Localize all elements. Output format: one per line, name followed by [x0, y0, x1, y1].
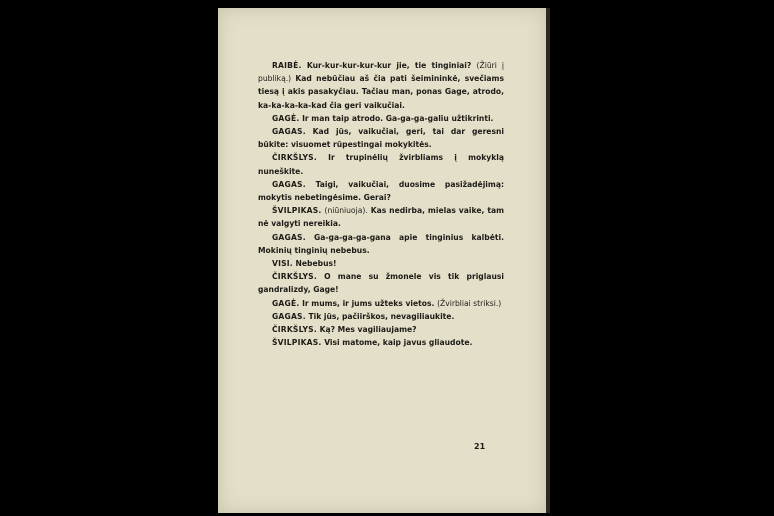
dialogue-paragraph: [258, 270, 504, 296]
speaker-name: GAGĖ.: [272, 298, 300, 308]
speaker-name: GAGAS.: [272, 127, 306, 137]
speaker-name: ČIRKŠLYS.: [272, 325, 317, 335]
page-number: 21: [474, 442, 486, 451]
dialogue-line: Kas nedirba, mielas vaike, tam nė valgyti nereikia.: [258, 206, 504, 229]
dialogue-line: Ir mums, ir jums užteks vietos.: [302, 298, 438, 308]
speaker-name: ČIRKŠLYS.: [272, 153, 317, 163]
dialogue-paragraph: [258, 323, 504, 336]
dialogue-line: Ir man taip atrodo. Ga-ga-ga-galiu užtikrinti.: [302, 113, 494, 123]
dialogue-line: Taigi, vaikučiai, duosime pasižadėjimą: mokytis nebetingėsime. Gerai?: [258, 179, 504, 203]
stage-direction: (niūniuoja).: [324, 206, 368, 216]
dialogue-line: O mane su žmonele vis tik priglausi gandralizdy, Gage!: [258, 272, 504, 295]
dialogue-paragraph: [258, 310, 504, 323]
speaker-name: GAGAS.: [272, 232, 306, 242]
dialogue-line: Nebebus!: [295, 259, 337, 269]
dialogue-paragraph: [258, 297, 504, 310]
dialogue-line: Kad jūs, vaikučiai, geri, tai dar geresni būkite: visuomet rūpestingai mokykitės.: [258, 127, 504, 150]
speaker-name: GAGAS.: [272, 311, 306, 321]
dialogue-line: Ką? Mes vagiliaujame?: [319, 325, 417, 335]
dialogue-line: Tik jūs, pačiirškos, nevagiliaukite.: [308, 311, 455, 321]
dialogue-line: Kur-kur-kur-kur-kur jie, tie tinginiai?: [306, 61, 477, 70]
stage-direction: (Žvirbliai striksi.): [437, 298, 502, 308]
dialogue-line: Visi matome, kaip javus gliaudote.: [324, 338, 473, 348]
dialogue-paragraph: [258, 125, 504, 151]
dialogue-paragraph: [258, 151, 504, 177]
page-edge-shadow: [546, 8, 550, 513]
speaker-name: ČIRKŠLYS.: [272, 272, 317, 282]
speaker-name: ŠVILPIKAS.: [272, 338, 322, 348]
speaker-name: ŠVILPIKAS.: [272, 206, 322, 216]
speaker-name: GAGĖ.: [272, 113, 300, 123]
play-dialogue-text: [258, 59, 504, 349]
stage-direction: (Žiūri į publiką.): [258, 61, 504, 84]
dialogue-line: Ir trupinėlių žvirbliams į mokyklą nuneškite.: [258, 153, 504, 176]
dialogue-paragraph: [258, 112, 504, 125]
speaker-name: RAIBĖ.: [272, 61, 302, 70]
dialogue-paragraph: [258, 204, 504, 230]
dialogue-paragraph: [258, 336, 504, 349]
speaker-name: GAGAS.: [272, 179, 306, 189]
dialogue-line: Kad nebūčiau aš čia pati šeimininkė, svečiams tiesą į akis pasakyčiau. Tačiau man, ponas Gage, atrodo, ka-ka-ka-ka-kad čia geri vaikučiai.: [258, 74, 504, 110]
dialogue-paragraph: [258, 257, 504, 270]
speaker-name: VISI.: [272, 259, 293, 269]
dialogue-line: Ga-ga-ga-ga-gana apie tinginius kalbėti. Mokinių tinginių nebebus.: [258, 232, 504, 255]
dialogue-paragraph: [258, 178, 504, 204]
dialogue-paragraph: [258, 59, 504, 112]
dialogue-paragraph: [258, 231, 504, 257]
